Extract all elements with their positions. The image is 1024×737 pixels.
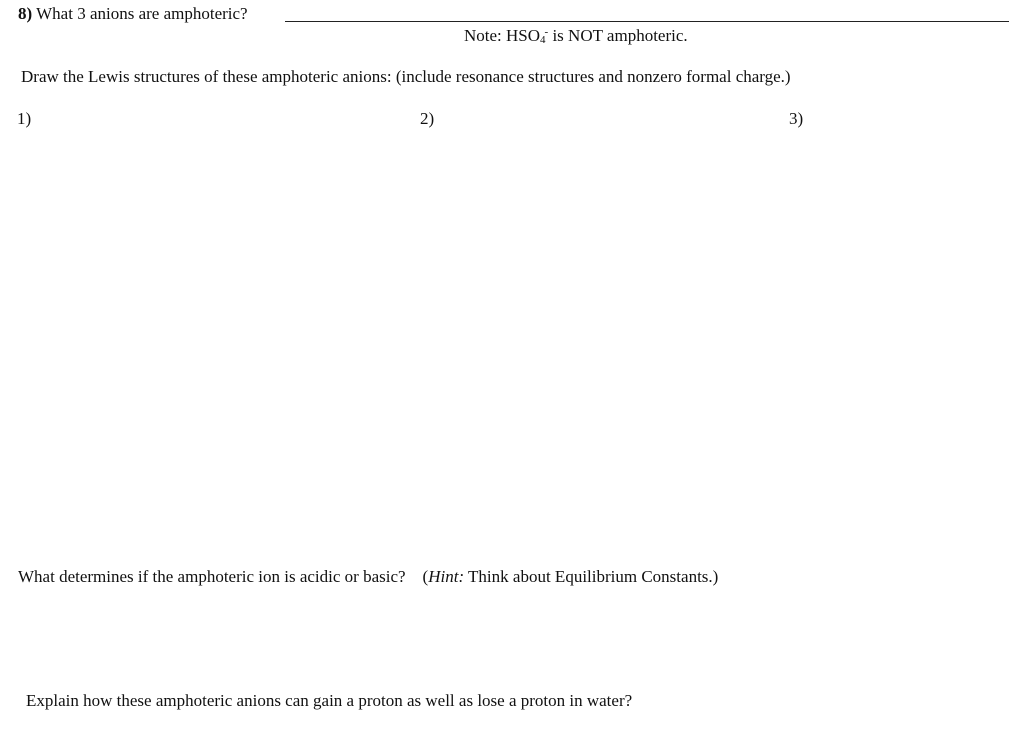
question-text: What 3 anions are amphoteric? [36, 4, 248, 23]
structure-label-3: 3) [789, 109, 804, 128]
note [464, 26, 688, 46]
lewis-drawing-area[interactable] [17, 135, 1007, 555]
hint-open: ( [422, 567, 429, 586]
note-prefix: Note: HSO [464, 26, 541, 45]
note-subscript: 4 [540, 34, 546, 46]
draw-instruction: Draw the Lewis structures of these amphoteric anions: (include resonance structures and nonzero formal charge.) [21, 67, 791, 86]
explain-question: Explain how these amphoteric anions can gain a proton as well as lose a proton in water? [26, 691, 633, 710]
note-suffix: is NOT amphoteric. [548, 26, 688, 45]
hint-text: Think about Equilibrium Constants.) [464, 567, 719, 586]
drawing-space-2[interactable] [420, 135, 785, 555]
structure-label-2: 2) [420, 109, 435, 128]
drawing-space-3[interactable] [789, 135, 1007, 555]
question-number: 8) [18, 4, 33, 23]
acidic-basic-text: What determines if the amphoteric ion is acidic or basic? [18, 567, 406, 586]
question-8 [18, 4, 248, 24]
acidic-basic-question [18, 567, 718, 587]
drawing-space-1[interactable] [17, 135, 412, 555]
answer-line[interactable] [285, 21, 1009, 22]
hint-label: Hint: [428, 567, 465, 586]
note-superscript: - [544, 26, 549, 38]
structure-label-1: 1) [17, 109, 32, 128]
